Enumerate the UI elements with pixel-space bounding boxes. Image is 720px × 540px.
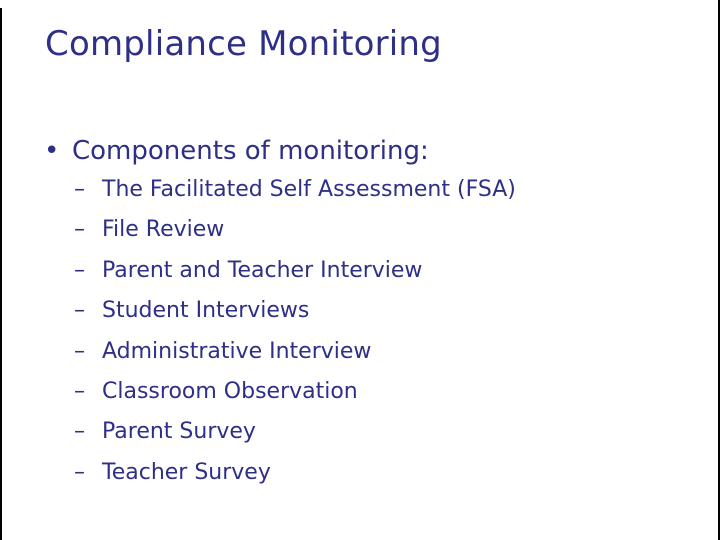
sub-bullet-text: Classroom Observation <box>102 378 358 404</box>
sub-bullet-list <box>74 177 516 500</box>
bullet-text: Components of monitoring: <box>72 136 429 166</box>
sub-bullet-text: Parent Survey <box>102 419 256 445</box>
dash-marker: – <box>74 338 85 364</box>
sub-bullet-item <box>74 258 516 298</box>
sub-bullet-text: The Facilitated Self Assessment (FSA) <box>102 177 516 202</box>
sub-bullet-text: File Review <box>102 217 225 243</box>
dash-marker: – <box>74 419 85 445</box>
dash-marker: – <box>74 459 85 485</box>
sub-bullet-item <box>74 339 516 379</box>
dash-marker: – <box>74 257 85 283</box>
sub-bullet-item <box>74 460 516 500</box>
dash-marker: – <box>74 177 85 202</box>
slide-title: Compliance Monitoring <box>45 24 442 64</box>
dash-marker: – <box>74 217 85 243</box>
sub-bullet-item <box>74 177 516 217</box>
slide-left-border <box>0 8 2 540</box>
sub-bullet-item <box>74 298 516 338</box>
bullet-marker: • <box>44 136 60 166</box>
sub-bullet-text: Teacher Survey <box>102 459 271 485</box>
sub-bullet-item <box>74 419 516 459</box>
sub-bullet-text: Administrative Interview <box>102 338 372 364</box>
dash-marker: – <box>74 378 85 404</box>
sub-bullet-text: Student Interviews <box>102 298 310 324</box>
sub-bullet-item <box>74 379 516 419</box>
dash-marker: – <box>74 298 85 324</box>
sub-bullet-item <box>74 217 516 257</box>
main-bullet <box>44 136 429 166</box>
sub-bullet-text: Parent and Teacher Interview <box>102 257 423 283</box>
